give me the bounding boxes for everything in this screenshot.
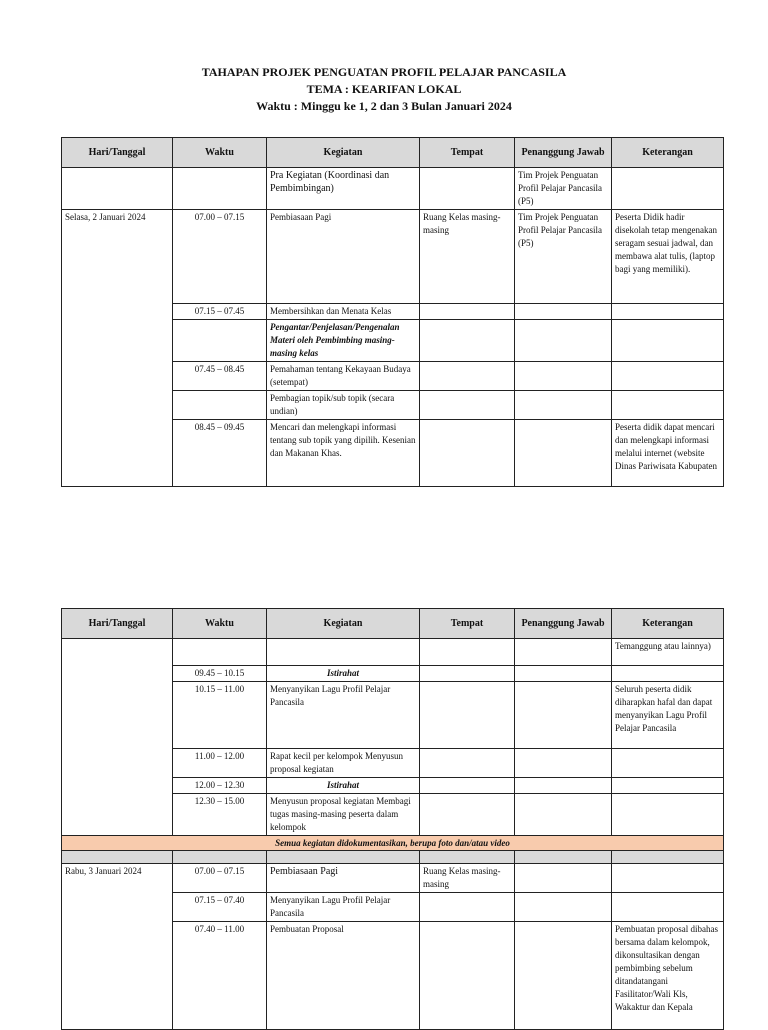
header-notes: Keterangan [612, 138, 724, 168]
cell-time [173, 168, 267, 210]
cell-activity: Mencari dan melengkapi informasi tentang sub topik yang dipilih. Kesenian dan Makanan Khas. [267, 420, 420, 487]
cell-place: Ruang Kelas masing-masing [420, 210, 515, 304]
cell-place [420, 168, 515, 210]
cell-pic [515, 893, 612, 922]
cell-pic [515, 320, 612, 362]
table-row [62, 639, 724, 666]
separator-cell [62, 851, 173, 864]
separator-cell [420, 851, 515, 864]
cell-day: Selasa, 2 Januari 2024 [62, 210, 173, 487]
cell-time [173, 391, 267, 420]
schedule-table-1 [61, 137, 724, 487]
documentation-banner: Semua kegiatan didokumentasikan, berupa foto dan/atau video [62, 836, 724, 851]
cell-time [173, 320, 267, 362]
cell-pic [515, 682, 612, 749]
header-pic: Penanggung Jawab [515, 609, 612, 639]
header-time: Waktu [173, 609, 267, 639]
cell-pic [515, 922, 612, 1030]
cell-notes [612, 794, 724, 836]
cell-activity: Pembiasaan Pagi [267, 210, 420, 304]
header-day: Hari/Tanggal [62, 609, 173, 639]
cell-pic [515, 362, 612, 391]
cell-pic [515, 864, 612, 893]
cell-time: 09.45 – 10.15 [173, 666, 267, 682]
cell-place [420, 639, 515, 666]
cell-place [420, 749, 515, 778]
cell-time: 11.00 – 12.00 [173, 749, 267, 778]
header-day: Hari/Tanggal [62, 138, 173, 168]
schedule-table-2 [61, 608, 724, 1030]
cell-pic [515, 794, 612, 836]
cell-notes [612, 168, 724, 210]
cell-activity: Pra Kegiatan (Koordinasi dan Pembimbingan) [267, 168, 420, 210]
cell-pic [515, 391, 612, 420]
cell-day: Rabu, 3 Januari 2024 [62, 864, 173, 1030]
cell-activity: Menyanyikan Lagu Profil Pelajar Pancasila [267, 682, 420, 749]
document-theme: TEMA : KEARIFAN LOKAL [306, 82, 462, 96]
cell-notes: Peserta didik dapat mencari dan melengkapi informasi melalui internet (website Dinas Pariwisata Kabupaten [612, 420, 724, 487]
cell-place [420, 391, 515, 420]
document-title: TAHAPAN PROJEK PENGUATAN PROFIL PELAJAR PANCASILA [201, 65, 567, 79]
cell-place [420, 893, 515, 922]
cell-pic [515, 639, 612, 666]
cell-time: 07.15 – 07.40 [173, 893, 267, 922]
cell-activity: Pembuatan Proposal [267, 922, 420, 1030]
cell-time: 07.45 – 08.45 [173, 362, 267, 391]
cell-place [420, 682, 515, 749]
cell-pic [515, 420, 612, 487]
cell-notes [612, 320, 724, 362]
cell-notes [612, 893, 724, 922]
cell-notes [612, 362, 724, 391]
cell-notes [612, 666, 724, 682]
cell-notes: Pembuatan proposal dibahas bersama dalam kelompok, dikonsultasikan dengan pembimbing sebelum ditandatangani Fasilitator/Wali Kls, Wakaktur dan Kepala [612, 922, 724, 1030]
cell-time: 07.00 – 07.15 [173, 210, 267, 304]
cell-place [420, 362, 515, 391]
cell-time: 10.15 – 11.00 [173, 682, 267, 749]
separator-cell [612, 851, 724, 864]
header-time: Waktu [173, 138, 267, 168]
cell-place [420, 778, 515, 794]
cell-place [420, 922, 515, 1030]
header-notes: Keterangan [612, 609, 724, 639]
cell-notes [612, 749, 724, 778]
cell-pic [515, 778, 612, 794]
cell-activity: Pemahaman tentang Kekayaan Budaya (setempat) [267, 362, 420, 391]
cell-activity: Rapat kecil per kelompok Menyusun proposal kegiatan [267, 749, 420, 778]
cell-place [420, 420, 515, 487]
cell-day [62, 168, 173, 210]
cell-pic [515, 749, 612, 778]
separator-cell [515, 851, 612, 864]
cell-pic: Tim Projek Penguatan Profil Pelajar Pancasila (P5) [515, 210, 612, 304]
cell-place [420, 666, 515, 682]
table-row [62, 210, 724, 304]
document-period: Waktu : Minggu ke 1, 2 dan 3 Bulan Januari 2024 [256, 99, 512, 113]
documentation-banner-row [62, 836, 724, 851]
cell-activity: Istirahat [267, 778, 420, 794]
cell-activity: Membersihkan dan Menata Kelas [267, 304, 420, 320]
table-header-row [62, 138, 724, 168]
cell-activity: Menyusun proposal kegiatan Membagi tugas masing-masing peserta dalam kelompok [267, 794, 420, 836]
header-place: Tempat [420, 138, 515, 168]
cell-time: 12.00 – 12.30 [173, 778, 267, 794]
separator-cell [173, 851, 267, 864]
cell-time [173, 639, 267, 666]
cell-notes: Peserta Didik hadir disekolah tetap mengenakan seragam sesuai jadwal, dan membawa alat tulis, (laptop bagi yang memiliki). [612, 210, 724, 304]
cell-place [420, 304, 515, 320]
cell-activity: Istirahat [267, 666, 420, 682]
cell-activity: Pembagian topik/sub topik (secara undian) [267, 391, 420, 420]
table-header-row [62, 609, 724, 639]
cell-notes: Temanggung atau lainnya) [612, 639, 724, 666]
cell-notes [612, 391, 724, 420]
cell-activity: Menyanyikan Lagu Profil Pelajar Pancasila [267, 893, 420, 922]
cell-activity: Pembiasaan Pagi [267, 864, 420, 893]
header-activity: Kegiatan [267, 138, 420, 168]
table-row [62, 168, 724, 210]
cell-pic: Tim Projek Penguatan Profil Pelajar Pancasila (P5) [515, 168, 612, 210]
cell-time: 07.15 – 07.45 [173, 304, 267, 320]
cell-time: 08.45 – 09.45 [173, 420, 267, 487]
cell-place [420, 794, 515, 836]
cell-time: 12.30 – 15.00 [173, 794, 267, 836]
header-place: Tempat [420, 609, 515, 639]
cell-activity: Pengantar/Penjelasan/Pengenalan Materi oleh Pembimbing masing-masing kelas [267, 320, 420, 362]
cell-pic [515, 304, 612, 320]
cell-notes: Seluruh peserta didik diharapkan hafal dan dapat menyanyikan Lagu Profil Pelajar Pancasila [612, 682, 724, 749]
cell-notes [612, 304, 724, 320]
cell-place: Ruang Kelas masing-masing [420, 864, 515, 893]
cell-time: 07.40 – 11.00 [173, 922, 267, 1030]
cell-notes [612, 778, 724, 794]
header-pic: Penanggung Jawab [515, 138, 612, 168]
cell-notes [612, 864, 724, 893]
separator-row [62, 851, 724, 864]
header-activity: Kegiatan [267, 609, 420, 639]
cell-day [62, 639, 173, 836]
cell-time: 07.00 – 07.15 [173, 864, 267, 893]
cell-activity [267, 639, 420, 666]
cell-pic [515, 666, 612, 682]
table-row [62, 864, 724, 893]
cell-place [420, 320, 515, 362]
separator-cell [267, 851, 420, 864]
